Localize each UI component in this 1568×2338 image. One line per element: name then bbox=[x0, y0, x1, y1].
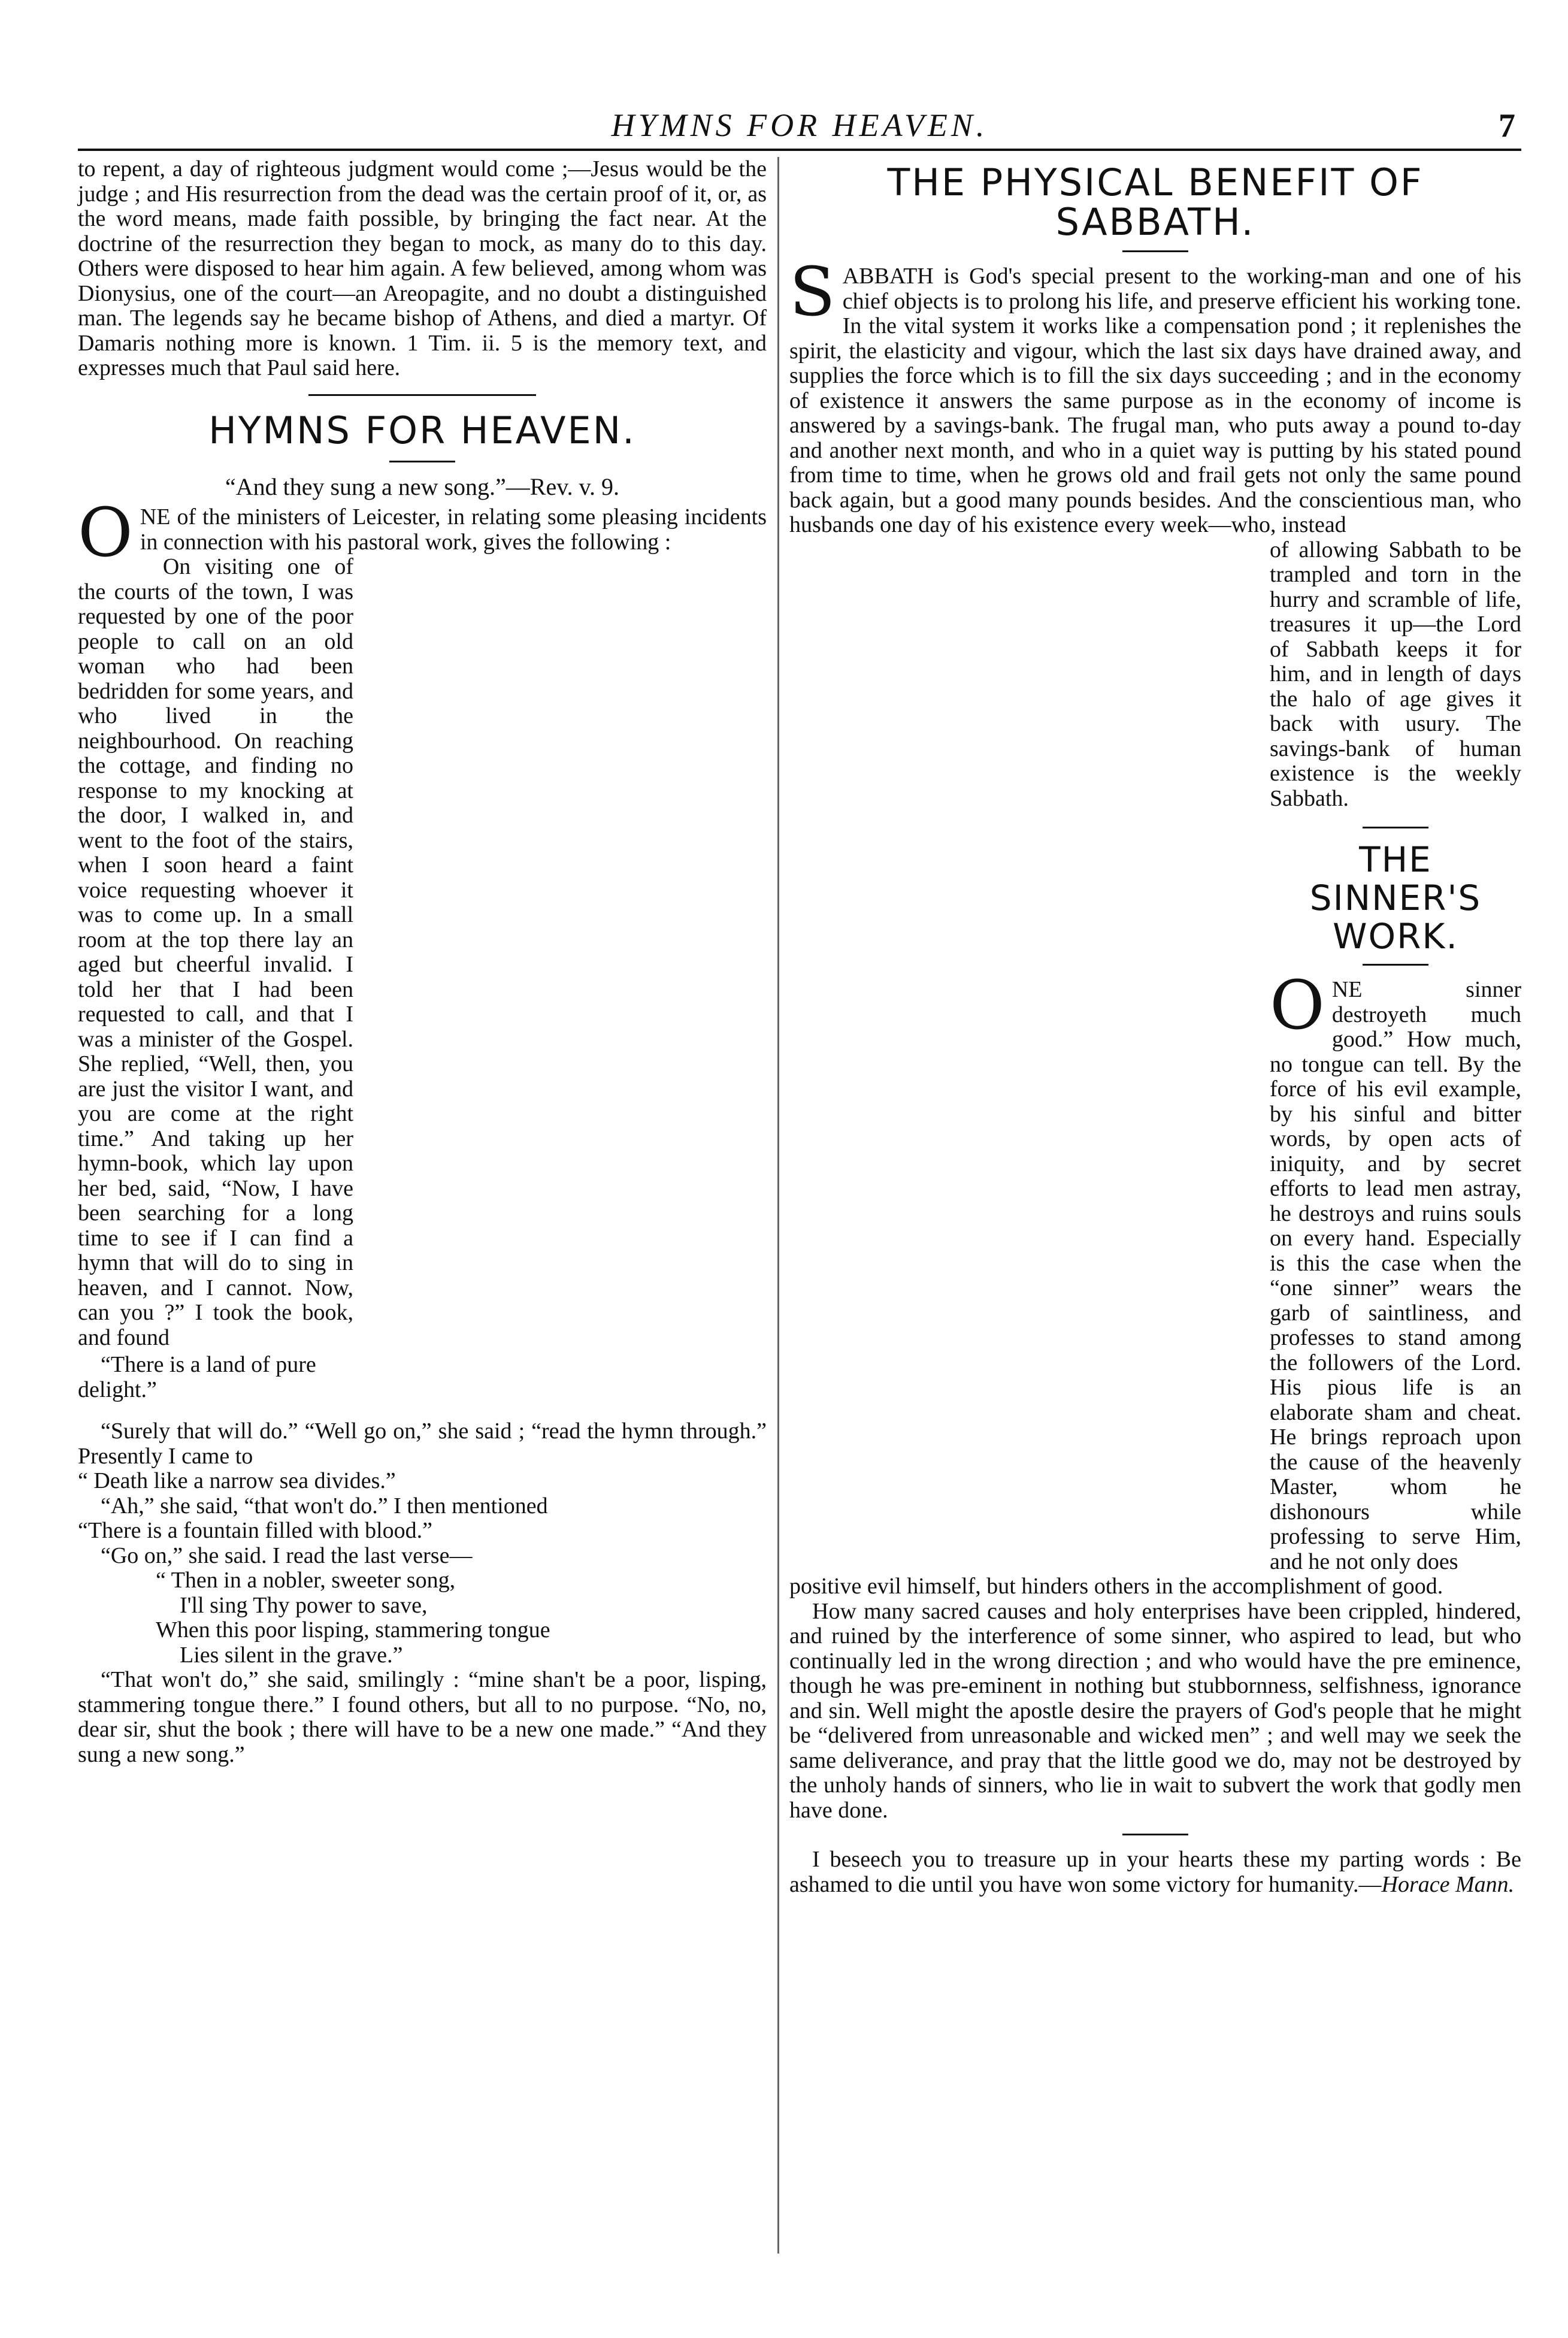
column-divider bbox=[777, 157, 779, 2254]
sabbath-section-title: THE PHYSICAL BENEFIT OF SABBATH. bbox=[887, 161, 1424, 244]
drop-cap: O bbox=[1270, 967, 1325, 1045]
section-separator bbox=[1122, 1834, 1188, 1835]
running-title: HYMNS FOR HEAVEN. bbox=[611, 107, 988, 143]
drop-cap: O bbox=[78, 494, 133, 572]
story-paragraph: “Ah,” she said, “that won't do.” I then mentioned bbox=[101, 1493, 548, 1519]
title-rule bbox=[1122, 250, 1188, 252]
closing-text: I beseech you to treasure up in your hearts these my parting words : Be ashamed to die until you have won some victory for humanity.— bbox=[789, 1847, 1521, 1897]
quoted-line: “There is a fountain filled with blood.” bbox=[78, 1518, 432, 1543]
title-rule bbox=[389, 461, 455, 462]
section-separator bbox=[1363, 827, 1428, 828]
hymns-intro-text: NE of the ministers of Leicester, in relating some pleasing incidents in connection with his pastoral work, gives the following : bbox=[140, 504, 767, 555]
header-rule bbox=[78, 149, 1521, 151]
sabbath-article bbox=[789, 253, 1521, 538]
sabbath-text: ABBATH is God's special present to the working-man and one of his chief objects is to prolong his life, and preserve efficient his working tone. In the vital system it works like a compensation pond ; it replenishes the spirit, the elasticity and vigour, which the last six days have drained away, and supplies the force which is to fill the six days succeeding ; and in the economy of existence it answers the same purpose as in the economy of income is answered by a savings-bank. The frugal man, who puts away a pound to-day and another next month, and who in a quiet way is putting by his stated pound from time to time, when he grows old and frail gets not only the same pound back again, but a good many pounds besides. And the conscientious man, who husbands one day of his existence every week—who, instead bbox=[789, 264, 1521, 537]
right-column bbox=[789, 157, 1521, 1897]
sinner-continued: positive evil himself, but hinders others in the accomplishment of good. bbox=[789, 1574, 1443, 1599]
hymns-intro bbox=[78, 494, 767, 572]
closing-quote bbox=[789, 1847, 1521, 1897]
sinner-paragraph-2: How many sacred causes and holy enterprises have been crippled, hindered, and ruined by the interference of some sinner, who aspired to lead, but who continually led in the wrong direction ; and who would have the pre eminence, though he was pre-eminent in nothing but stubbornness, selfishness, ignorance and sin. Well might the apostle desire the prayers of God's people that he might be “delivered from unreasonable and wicked men” ; and well may we seek the same deliverance, and pray that the little good we do, may not be destroyed by the unholy hands of sinners, who lie in wait to subvert the work that godly men have done. bbox=[789, 1598, 1521, 1823]
page-number: 7 bbox=[1499, 107, 1515, 144]
hymn-verse bbox=[78, 1568, 767, 1668]
hymns-section-title: HYMNS FOR HEAVEN. bbox=[208, 408, 636, 452]
sinner-article bbox=[1270, 967, 1521, 1574]
section-separator bbox=[308, 394, 536, 396]
continued-article-text: to repent, a day of righteous judgment would come ;—Jesus would be the judge ; and His resurrection from the dead was the certain proof of it, or, as the word means, made faith possible, by bringing the fact near. At the doctrine of the resurrection they began to mock, as many do to this day. Others were disposed to hear him again. A few believed, among whom was Dionysius, one of the court—an Areopagite, and no doubt a distinguished man. The legends say he became bishop of Athens, and died a martyr. Of Damaris nothing more is known. 1 Tim. ii. 5 is the memory text, and expresses much that Paul said here. bbox=[78, 156, 767, 380]
sabbath-tail-column bbox=[1270, 538, 1521, 1575]
closing-author: Horace Mann. bbox=[1381, 1871, 1515, 1897]
story-paragraph: “Surely that will do.” “Well go on,” she said ; “read the hymn through.” Presently I came to bbox=[78, 1418, 767, 1469]
sabbath-tail: of allowing Sabbath to be trampled and torn in the hurry and scramble of life, treasures it up—the Lord of Sabbath keeps it for him, and in length of days the halo of age gives it back with usury. The savings-bank of human existence is the weekly Sabbath. bbox=[1270, 537, 1521, 811]
sinner-section-title: THE SINNER'S WORK. bbox=[1309, 839, 1482, 957]
verse-line: I'll sing Thy power to save, bbox=[180, 1592, 428, 1618]
verse-line: Lies silent in the grave.” bbox=[180, 1642, 403, 1668]
hymns-story: On visiting one of the courts of the town, I was requested by one of the poor people to call on an old woman who had been bedridden for some years, and who lived in the neighbourhood. On reaching the cottage, and finding no response to my knocking at the door, I walked in, and went to the foot of the stairs, when I soon heard a faint voice requesting whoever it was to come up. In a small room at the top there lay an aged but cheerful invalid. I told her that I had been requested to call, and that I was a minister of the Gospel. She replied, “Well, then, you are just the visitor I want, and you are come at the right time.” And taking up her hymn-book, which lay upon her bed, said, “Now, I have been searching for a long time to see if I can find a hymn that will do to sing in heaven, and I cannot. Now, can you ?” I took the book, and found bbox=[78, 554, 353, 1350]
hymns-story-column bbox=[78, 555, 353, 1402]
sinner-text: NE sinner destroyeth much good.” How much, no tongue can tell. By the force of his evil example, by his sinful and bitter words, by open acts of iniquity, and by secret efforts to lead men astray, he destroys and ruins souls on every hand. Especially is this the case when the “one sinner” wears the garb of saintliness, and professes to stand among the followers of the Lord. His pious life is an elaborate sham and cheat. He brings reproach upon the cause of the heavenly Master, whom he dishonours while professing to serve Him, and he not only does bbox=[1270, 977, 1521, 1574]
story-paragraph: “That won't do,” she said, smilingly : “mine shan't be a poor, lisping, stammering tongue there.” I found others, but all to no purpose. “No, no, dear sir, shut the book ; there will have to be a new one made.” “And they sung a new song.” bbox=[78, 1667, 767, 1767]
hymn-quote: “There is a land of pure delight.” bbox=[78, 1352, 316, 1402]
drop-cap: S bbox=[789, 253, 836, 331]
hymns-epigraph: “And they sung a new song.”—Rev. v. 9. bbox=[225, 473, 620, 500]
title-rule bbox=[1363, 964, 1428, 966]
hymns-story-continued bbox=[78, 1419, 767, 1767]
story-paragraph: “Go on,” she said. I read the last verse— bbox=[101, 1542, 473, 1568]
page-header bbox=[78, 107, 1521, 143]
verse-line: When this poor lisping, stammering tongue bbox=[156, 1617, 550, 1643]
verse-line: “ Then in a nobler, sweeter song, bbox=[156, 1568, 456, 1593]
quoted-line: “ Death like a narrow sea divides.” bbox=[78, 1468, 396, 1493]
left-column bbox=[78, 157, 767, 1767]
